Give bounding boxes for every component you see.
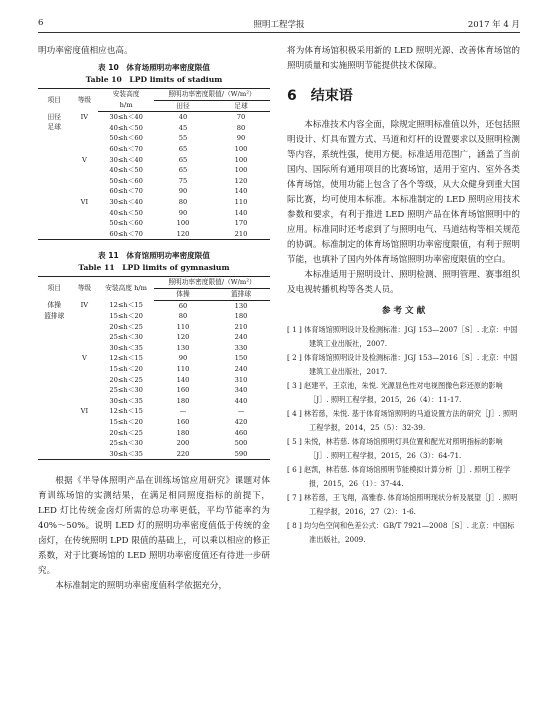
cell-b: 100 bbox=[234, 155, 248, 164]
cell-b: 100 bbox=[234, 144, 248, 153]
item-cell bbox=[38, 300, 70, 460]
cell-b: 180 bbox=[234, 312, 248, 321]
cell-level bbox=[70, 123, 98, 134]
table11 bbox=[38, 276, 270, 460]
cell-level bbox=[70, 208, 98, 219]
left-column bbox=[38, 44, 270, 594]
cell-a: 65 bbox=[178, 166, 188, 175]
cell-a: 110 bbox=[176, 365, 190, 374]
reference-item: [ 6 ] 赵凯，林若慈. 体育场馆照明节能模拟计算分析［J］. 照明工程学报，2015，26（1）：37-44. bbox=[287, 465, 511, 488]
table-row bbox=[38, 332, 270, 343]
cell-level bbox=[70, 144, 98, 155]
cell-level: IV bbox=[80, 301, 89, 310]
cell-level: V bbox=[81, 155, 87, 164]
table-row bbox=[38, 406, 270, 417]
cell-b: 90 bbox=[236, 134, 246, 143]
t10-head-sub2: 足球 bbox=[212, 100, 270, 112]
cell-b: 210 bbox=[234, 322, 248, 331]
references-list bbox=[287, 323, 520, 547]
right-para-cont: 将为体育场馆积极采用新的 LED 照明光源、改善体育场馆的照明质量和实施照明节能提供技术保障。 bbox=[287, 46, 520, 71]
cell-height: 12≤h＜15 bbox=[109, 354, 143, 363]
cell-height: 15≤h＜20 bbox=[109, 312, 143, 321]
cell-height: 12≤h＜15 bbox=[109, 301, 143, 310]
cell-b: 120 bbox=[234, 176, 248, 185]
cell-a: 120 bbox=[176, 229, 190, 238]
cell-height: 30≤h＜40 bbox=[109, 113, 143, 122]
t10-head-lpd: 照明功率密度限值/（W/m²） bbox=[154, 89, 270, 101]
cell-level bbox=[70, 396, 98, 407]
cell-b: 330 bbox=[234, 343, 248, 352]
right-para-b: 本标准适用于照明设计、照明检测、照明管理、赛事组织及电视转播机构等各类人员。 bbox=[287, 270, 520, 295]
journal-title: 照明工程学报 bbox=[253, 20, 305, 30]
reference-item: [ 7 ] 林若慈，王飞翔，高雅春. 体育场馆照明现状分析及展望［J］. 照明工程学报，2016，27（2）：1-6. bbox=[287, 493, 518, 516]
reference-item: [ 2 ] 体育场馆照明设计及检测标准：JGJ 153—2016［S］. 北京：中国建筑工业出版社，2017. bbox=[287, 353, 518, 376]
section-title: 结束语 bbox=[310, 88, 353, 104]
cell-height: 15≤h＜20 bbox=[109, 418, 143, 427]
cell-level bbox=[70, 385, 98, 396]
cell-b: 140 bbox=[234, 187, 248, 196]
cell-b: 240 bbox=[234, 365, 248, 374]
cell-height: 30≤h＜40 bbox=[109, 197, 143, 206]
cell-a: 120 bbox=[176, 333, 190, 342]
table-row bbox=[38, 133, 270, 144]
cell-a: 60 bbox=[178, 301, 188, 310]
cell-level: VI bbox=[80, 407, 89, 416]
table-row bbox=[38, 311, 270, 322]
table-row bbox=[38, 112, 270, 123]
t11-head-lpd: 照明功率密度限值/（W/m²） bbox=[154, 277, 270, 289]
table11-caption-en: Table 11 LPD limits of gymnasium bbox=[78, 263, 230, 273]
cell-b: 80 bbox=[236, 123, 246, 132]
cell-a: 140 bbox=[176, 375, 190, 384]
cell-a: 45 bbox=[178, 123, 188, 132]
right-para-a: 本标准技术内容全面，除规定照明标准值以外，还包括照明设计、灯具布置方式、马道和灯杆的设置要求以及照明检测等内容，系统性强，使用方便。标准适用范围广，涵盖了当前国内、国际所有通用项目的比赛场馆，适用于室内、室外各类体育场馆，使用功能上包含了各个等级，从大众健身到重大国际比赛，均可使用本标准。本标准制定的 LED 照明应用技术参数和要求，有利于推进 LED 照明产品在体育场馆照明中的应用。标准同时还考虑到了与照明电气、马道结构等相关规范的协调。标准制定的体育场馆照明功率密度限值，有利于照明节能，也填补了国内外体育场馆照明功率密度限值的空白。 bbox=[287, 120, 520, 265]
section-heading bbox=[287, 86, 520, 106]
cell-height: 25≤h＜30 bbox=[109, 386, 143, 395]
cell-a: 65 bbox=[178, 144, 188, 153]
table-row bbox=[38, 396, 270, 407]
t11-head-item: 项目 bbox=[47, 284, 61, 293]
cell-height: 15≤h＜20 bbox=[109, 365, 143, 374]
references-heading: 参 考 文 献 bbox=[381, 306, 426, 316]
cell-height: 50≤h＜60 bbox=[109, 219, 143, 228]
table10-caption-cn: 表 10 体育场照明功率密度限值 bbox=[98, 63, 210, 72]
cell-b: 210 bbox=[234, 229, 248, 238]
cell-height: 25≤h＜30 bbox=[109, 333, 143, 342]
t11-head-sub1: 体操 bbox=[154, 288, 212, 300]
cell-height: 50≤h＜60 bbox=[109, 134, 143, 143]
cell-level bbox=[70, 417, 98, 428]
cell-a: 130 bbox=[176, 343, 190, 352]
table-row bbox=[38, 385, 270, 396]
t10-head-unit: h/m bbox=[98, 100, 154, 112]
t10-head-sub1: 田径 bbox=[154, 100, 212, 112]
cell-b: 140 bbox=[234, 208, 248, 217]
table-row bbox=[38, 353, 270, 364]
table-row bbox=[38, 375, 270, 386]
cell-a: — bbox=[179, 407, 187, 416]
cell-level bbox=[70, 133, 98, 144]
left-top-text: 明功率密度值相应也高。 bbox=[38, 46, 133, 56]
cell-level bbox=[70, 428, 98, 439]
cell-height: 60≤h＜70 bbox=[109, 229, 143, 238]
cell-a: 180 bbox=[176, 396, 190, 405]
cell-level bbox=[70, 311, 98, 322]
cell-level bbox=[70, 322, 98, 333]
cell-b: 170 bbox=[234, 219, 248, 228]
cell-b: 150 bbox=[234, 354, 248, 363]
cell-a: 220 bbox=[176, 449, 190, 458]
cell-a: 65 bbox=[178, 155, 188, 164]
item-label: 足球 bbox=[47, 123, 61, 132]
cell-height: 40≤h＜50 bbox=[109, 166, 143, 175]
table-row bbox=[38, 197, 270, 208]
cell-b: — bbox=[237, 407, 245, 416]
cell-b: 420 bbox=[234, 418, 248, 427]
cell-height: 60≤h＜70 bbox=[109, 144, 143, 153]
table-row bbox=[38, 165, 270, 176]
cell-height: 30≤h＜35 bbox=[109, 396, 143, 405]
cell-a: 100 bbox=[176, 219, 190, 228]
cell-a: 200 bbox=[176, 439, 190, 448]
left-para-1: 根据《半导体照明产品在训练场馆应用研究》课题对体育训练场馆的实测结果，在满足相同照度指标的前提下，LED 灯比传统金卤灯所需的总功率更低，平均节能率约为 40%～50%。说明 LED 灯的照明功率密度值低于传统的金卤灯，在传统照明 LPD 限值的基础上，可以乘以相应的修正系数，对于比赛场馆的 LED 照明功率密度值还有待进一步研究。 bbox=[38, 476, 270, 577]
cell-level bbox=[70, 438, 98, 449]
cell-b: 100 bbox=[234, 166, 248, 175]
cell-b: 590 bbox=[234, 449, 248, 458]
left-para-2: 本标准制定的照明功率密度值科学依据充分， bbox=[55, 581, 228, 592]
table-row bbox=[38, 300, 270, 311]
cell-a: 40 bbox=[178, 113, 188, 122]
cell-level bbox=[70, 332, 98, 343]
table-row bbox=[38, 155, 270, 166]
item-label: 体操 bbox=[47, 301, 61, 309]
t10-head-height: 安装高度 bbox=[112, 90, 140, 99]
cell-level bbox=[70, 186, 98, 197]
cell-a: 180 bbox=[176, 428, 190, 437]
table-row bbox=[38, 229, 270, 240]
cell-level bbox=[70, 218, 98, 229]
table-row bbox=[38, 123, 270, 134]
table-row bbox=[38, 428, 270, 439]
cell-a: 90 bbox=[178, 354, 188, 363]
item-label: 田径 bbox=[47, 112, 61, 121]
cell-height: 20≤h＜25 bbox=[109, 322, 143, 331]
table-row bbox=[38, 322, 270, 333]
reference-item: [ 1 ] 体育场馆照明设计及检测标准：JGJ 153—2007［S］. 北京：中国建筑工业出版社，2007. bbox=[287, 325, 518, 348]
cell-level: V bbox=[81, 354, 87, 363]
cell-height: 25≤h＜30 bbox=[109, 439, 143, 448]
cell-a: 75 bbox=[178, 176, 188, 185]
reference-item: [ 4 ] 林若慈，朱悦. 基于体育场馆照明的马道设置方法的研究［J］. 照明工程学报，2014，25（5）：32-39. bbox=[287, 409, 518, 432]
cell-height: 40≤h＜50 bbox=[109, 208, 143, 217]
cell-level bbox=[70, 449, 98, 460]
table10 bbox=[38, 88, 270, 240]
cell-height: 50≤h＜60 bbox=[109, 176, 143, 185]
t11-head-level: 等级 bbox=[77, 284, 92, 293]
cell-a: 55 bbox=[178, 134, 188, 143]
table-row bbox=[38, 186, 270, 197]
cell-a: 80 bbox=[178, 197, 188, 206]
table11-caption-cn: 表 11 体育馆照明功率密度限值 bbox=[98, 251, 210, 261]
table-row bbox=[38, 208, 270, 219]
cell-a: 80 bbox=[178, 312, 188, 321]
cell-height: 40≤h＜50 bbox=[109, 123, 143, 132]
cell-level: IV bbox=[80, 112, 89, 121]
reference-item: [ 3 ] 赵建平，王京池，朱悦. 光源显色性对电视图像色彩还原的影响［J］. 照明工程学报，2015，26（4）：11-17. bbox=[287, 381, 503, 404]
page-header bbox=[38, 18, 520, 33]
cell-level bbox=[70, 229, 98, 240]
right-column bbox=[287, 44, 520, 547]
issue-date: 2017 年 4 月 bbox=[467, 20, 520, 30]
cell-a: 160 bbox=[176, 418, 190, 427]
t10-body bbox=[38, 112, 270, 240]
cell-level bbox=[70, 165, 98, 176]
cell-b: 310 bbox=[234, 375, 248, 384]
item-cell bbox=[38, 112, 70, 240]
cell-level bbox=[70, 343, 98, 354]
table-row bbox=[38, 218, 270, 229]
cell-b: 500 bbox=[234, 439, 248, 448]
cell-height: 30≤h＜35 bbox=[109, 343, 143, 352]
cell-height: 30≤h＜40 bbox=[109, 155, 143, 164]
cell-level bbox=[70, 375, 98, 386]
t11-head-sub2: 篮排球 bbox=[212, 288, 270, 300]
table-row bbox=[38, 449, 270, 460]
reference-item: [ 5 ] 朱悦，林若慈. 体育场馆照明灯具位置和配光对照明指标的影响［J］. 照明工程学报，2015，26（3）：64-71. bbox=[287, 437, 503, 460]
cell-a: 90 bbox=[178, 208, 188, 217]
cell-level bbox=[70, 364, 98, 375]
t11-body bbox=[38, 300, 270, 460]
cell-b: 460 bbox=[234, 428, 248, 437]
item-label: 篮排球 bbox=[44, 311, 65, 320]
reference-item: [ 8 ] 均匀色空间和色差公式：GB/T 7921—2008［S］. 北京：中国标准出版社，2009. bbox=[287, 521, 515, 544]
cell-b: 70 bbox=[236, 113, 246, 122]
cell-b: 110 bbox=[234, 197, 248, 206]
cell-height: 30≤h＜35 bbox=[109, 449, 143, 458]
table-row bbox=[38, 144, 270, 155]
cell-height: 12≤h＜15 bbox=[109, 407, 143, 416]
section-number: 6 bbox=[287, 88, 297, 104]
cell-height: 20≤h＜25 bbox=[109, 375, 143, 384]
t10-head-level: 等级 bbox=[77, 96, 92, 105]
cell-height: 20≤h＜25 bbox=[109, 428, 143, 437]
table-row bbox=[38, 343, 270, 354]
cell-b: 440 bbox=[234, 396, 248, 405]
t10-head-item: 项目 bbox=[47, 96, 61, 105]
cell-level bbox=[70, 176, 98, 187]
table-row bbox=[38, 364, 270, 375]
cell-a: 110 bbox=[176, 322, 190, 331]
cell-b: 240 bbox=[234, 333, 248, 342]
cell-b: 130 bbox=[234, 301, 248, 310]
table-row bbox=[38, 176, 270, 187]
cell-level: VI bbox=[80, 197, 89, 206]
t11-head-height: 安装高度 h/m bbox=[105, 284, 148, 293]
cell-b: 340 bbox=[234, 386, 248, 395]
cell-a: 160 bbox=[176, 386, 190, 395]
cell-height: 60≤h＜70 bbox=[109, 187, 143, 196]
cell-a: 90 bbox=[178, 187, 188, 196]
table10-caption-en: Table 10 LPD limits of stadium bbox=[85, 75, 223, 84]
table-row bbox=[38, 438, 270, 449]
page-number: 6 bbox=[38, 18, 44, 28]
table-row bbox=[38, 417, 270, 428]
